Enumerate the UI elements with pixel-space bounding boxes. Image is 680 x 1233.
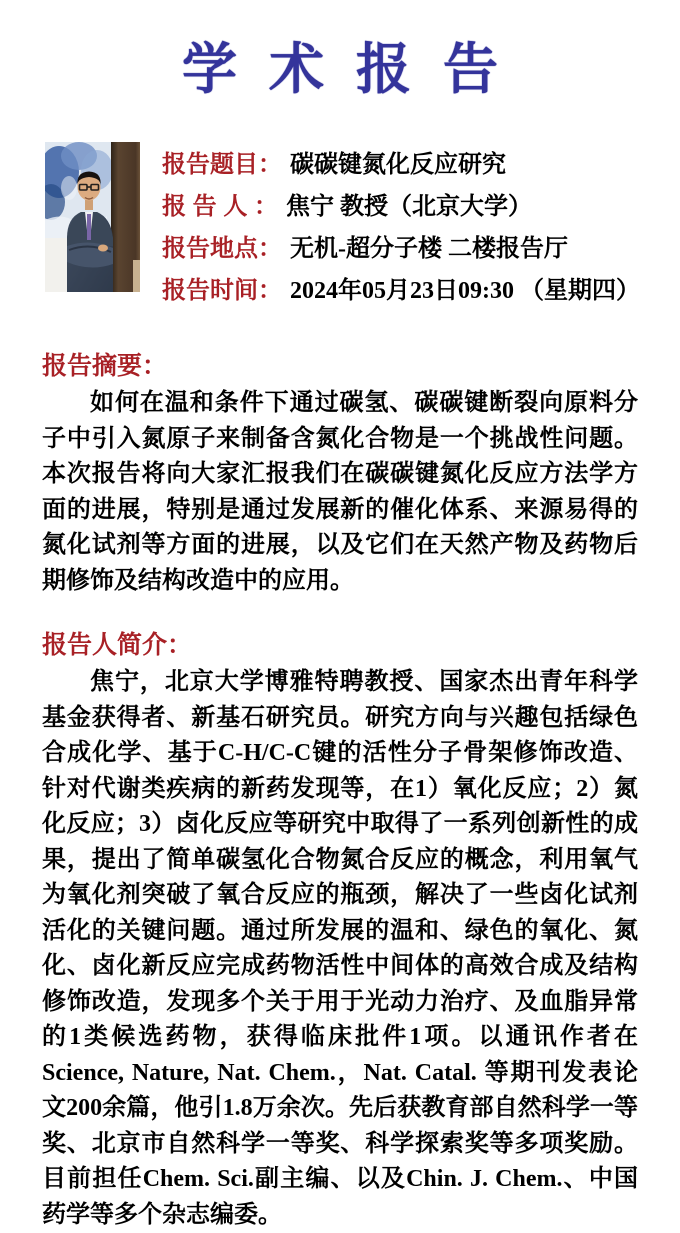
info-value-time: 2024年05月23日09:30 （星期四） — [290, 278, 640, 304]
info-label-time: 报告时间： — [162, 277, 282, 304]
info-row-time — [162, 270, 640, 312]
info-value-location: 无机-超分子楼 二楼报告厅 — [290, 236, 568, 262]
info-label-topic: 报告题目： — [162, 151, 282, 178]
info-label-location: 报告地点： — [162, 235, 282, 262]
info-value-speaker: 焦宁 教授（北京大学） — [286, 194, 533, 220]
info-list — [162, 142, 640, 312]
info-label-speaker: 报 告 人 ： — [162, 193, 279, 220]
header-block — [45, 142, 650, 312]
info-value-topic: 碳碳键氮化反应研究 — [290, 152, 506, 178]
speaker-photo — [45, 142, 140, 292]
info-row-location — [162, 228, 640, 270]
info-row-topic — [162, 144, 640, 186]
pillar-base — [133, 260, 140, 292]
page-title: 学术报告 — [181, 38, 530, 100]
bio-paragraph: 焦宁，北京大学博雅特聘教授、国家杰出青年科学基金获得者、新基石研究员。研究方向与兴趣包括绿色合成化学、基于C-H/C-C键的活性分子骨架修饰改造、针对代谢类疾病的新药发现等，在1）氧化反应；2）氮化反应；3）卤化反应等研究中取得了一系列创新性的成果，提出了简单碳氢化合物氮合反应的概念，利用氧气为氧化剂突破了氧合反应的瓶颈，解决了一些卤化试剂活化的关键问题。通过所发展的温和、绿色的氧化、氮化、卤化新反应完成药物活性中间体的高效合成及结构修饰改造，发现多个关于用于光动力治疗、及血脂异常的1类候选药物，获得临床批件1项。以通讯作者在Science, Nature, Nat. Chem.，Nat. Catal. 等期刊发表论文200余篇，他引1.8万余次。先后获教育部自然科学一等奖、北京市自然科学一等奖、科学探索奖等多项奖励。目前担任Chem. Sci.副主编、以及Chin. J. Chem.、中国药学等多个杂志编委。 — [42, 669, 638, 1228]
speaker-photo-illustration — [45, 142, 140, 292]
abstract-heading: 报告摘要： — [42, 352, 168, 380]
bio-heading: 报告人简介： — [42, 631, 193, 659]
info-row-speaker — [162, 186, 640, 228]
abstract-paragraph: 如何在温和条件下通过碳氢、碳碳键断裂向原料分子中引入氮原子来制备含氮化合物是一个挑战性问题。本次报告将向大家汇报我们在碳碳键氮化反应方法学方面的进展，特别是通过发展新的催化体系、来源易得的氮化试剂等方面的进展，以及它们在天然产物及药物后期修饰及结构改造中的应用。 — [42, 390, 638, 594]
